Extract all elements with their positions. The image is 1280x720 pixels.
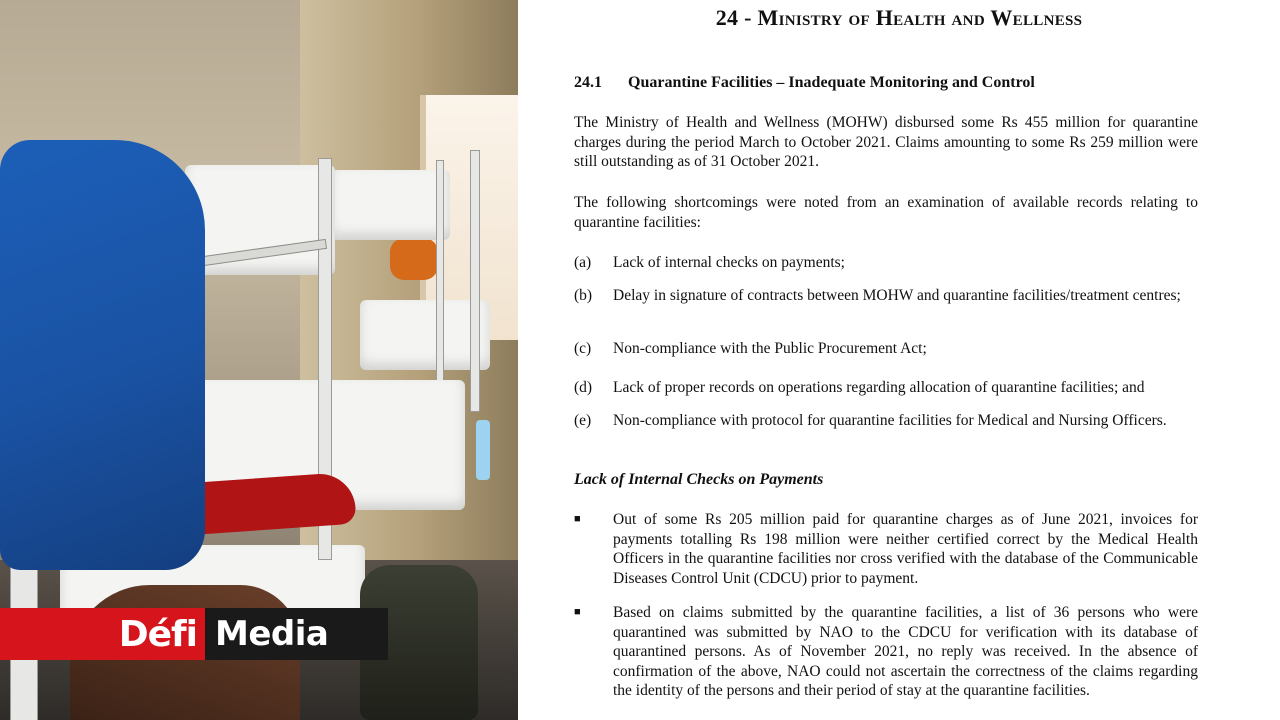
defi-media-logo bbox=[0, 608, 388, 660]
shortcomings-paragraph: The following shortcomings were noted from an examination of available records relating to quarantine facilities: bbox=[574, 194, 1198, 231]
list-item-label: (b) bbox=[574, 287, 593, 304]
bullet-square-icon: ■ bbox=[574, 606, 581, 618]
list-item-text: Non-compliance with the Public Procurement Act; bbox=[613, 340, 927, 357]
list-item-label: (a) bbox=[574, 254, 592, 271]
section-title: Quarantine Facilities – Inadequate Monitoring and Control bbox=[628, 74, 1035, 91]
logo-defi-text: Défi bbox=[0, 608, 205, 660]
photo-blue-towel bbox=[0, 140, 205, 570]
photo-far-bunk-upper-sheet bbox=[330, 170, 450, 240]
section-number: 24.1 bbox=[574, 74, 602, 91]
list-item-text: Lack of internal checks on payments; bbox=[613, 254, 845, 271]
list-item-text: Delay in signature of contracts between MOHW and quarantine facilities/treatment centres; bbox=[613, 287, 1181, 304]
logo-media-text: Media bbox=[215, 614, 329, 654]
photo-orange-bag bbox=[390, 238, 438, 280]
bullet-text: Based on claims submitted by the quarantine facilities, a list of 36 persons who were quarantined was submitted by NAO to the CDCU for verification with its database of quarantined persons. As of November 2021, no reply was received. In the absence of confirmation of the above, NAO could not ascertain the correctness of the claims regarding the identity of the persons and their period of stay at the quarantine facilities. bbox=[613, 604, 1198, 699]
photo-far-bunk-pole-2 bbox=[436, 160, 444, 392]
list-item-text: Non-compliance with protocol for quarantine facilities for Medical and Nursing Officers. bbox=[613, 412, 1167, 429]
list-item-label: (c) bbox=[574, 340, 592, 357]
bullet-square-icon: ■ bbox=[574, 513, 581, 525]
subheading: Lack of Internal Checks on Payments bbox=[574, 471, 824, 488]
list-item-text: Lack of proper records on operations regarding allocation of quarantine facilities; and bbox=[613, 379, 1145, 396]
photo-far-bunk-pole bbox=[470, 150, 480, 412]
report-page bbox=[518, 0, 1280, 720]
list-item-label: (e) bbox=[574, 412, 592, 429]
intro-paragraph: The Ministry of Health and Wellness (MOHW) disbursed some Rs 455 million for quarantine charges during the period March to October 2021. Claims amounting to some Rs 259 million were still outstanding as of 31 October 2021. bbox=[574, 114, 1198, 170]
chapter-title: 24 - Ministry of Health and Wellness bbox=[715, 5, 1083, 30]
list-item-label: (d) bbox=[574, 379, 593, 396]
photo-water-bottle bbox=[476, 420, 490, 480]
section-heading bbox=[574, 73, 1035, 93]
bullet-text: Out of some Rs 205 million paid for quarantine charges as of June 2021, invoices for payments totalling Rs 198 million were neither certified correct by the Medical Health Officers in the quarantine facilities nor cross verified with the database of the Communicable Diseases Control Unit (CDCU) prior to payment. bbox=[613, 511, 1198, 587]
